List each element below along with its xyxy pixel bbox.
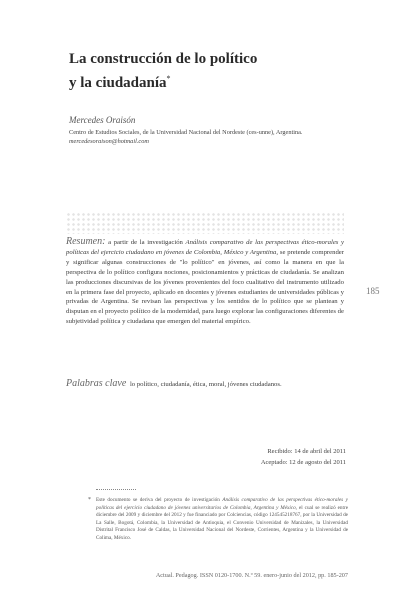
author-email: mercedesoraison@hotmail.com [69,138,149,145]
title-line-2: y la ciudadanía [69,75,167,91]
abstract-project-title: Análisis comparativo de las perspectivas ético-morales y políticas del ejercicio ciudadano en jóvenes de Colombia, México y Argentina, [66,239,345,256]
abstract [66,237,344,327]
page-number: 185 [366,286,380,296]
journal-citation: Actual. Pedagog. ISSN 0120-1700. N.º 59. enero-junio del 2012, pp. 185-207 [155,572,348,579]
title-footnote-marker: * [166,74,171,83]
footnote-text-2: el cual se realizó entre diciembre del 2009 y diciembre del 2012 y fue financiado por Colciencias, código 124545218767, por la Universidad de La Salle, Bogotá, Colombia, la Universidad de Antioquia, el Convenio Universidad de Manizales, la Universidad Distrital Francisco José de Caldas, la Universidad Nacional del Nordeste, Corrientes, Argentina y la Universidad de Colima, México. [96,504,348,541]
footnote-text-1: Este documento se deriva del proyecto de investigación [96,497,223,503]
received-date: Recibido: 14 de abril del 2011 [267,448,346,455]
abstract-text-2: se pretende comprender y significar algunas construcciones de "lo político" en jóvenes, así como la manera en que la perspectiva de lo político configura nociones, posicionamientos y prácticas de ciudadanía. Se analizan las producciones discursivas de los jóvenes provenientes del foco cualitativo del instrumento utilizado en la primera fase del proyecto, aplicado en docentes y jóvenes estudiantes de universidades públicas y privadas de Argentina. Se revisan las perspectivas y los sentidos de lo político que se plantean y disputan en el proyecto político de la modernidad, para luego explorar las configuraciones diferentes de subjetividad política y ciudadana que emergen del material empírico. [66,248,344,326]
footnote [88,497,348,543]
keywords-text: lo político, ciudadanía, ética, moral, jóvenes ciudadanos. [129,381,282,388]
abstract-decoration [66,212,344,234]
accepted-date: Aceptado: 12 de agosto del 2011 [260,459,346,466]
abstract-text-1: a partir de la investigación [105,239,186,246]
author-name: Mercedes Oraisón [69,115,136,125]
keywords [66,378,346,391]
article-title [69,50,369,93]
article-dates [200,446,346,468]
keywords-heading: Palabras clave [66,378,127,389]
title-line-1: La construcción de lo político [69,51,258,67]
footnote-marker: * [88,497,91,503]
footnote-divider [96,489,136,490]
author-affiliation: Centro de Estudios Sociales, de la Universidad Nacional del Nordeste (ces-unne), Argentina. [69,129,303,136]
footnote-project-title: Análisis comparativo de las perspectivas ético-morales y políticas del ejercicio ciudadano de jóvenes universitarios de Colombia, Argentina y México, [96,497,348,511]
abstract-heading: Resumen: [66,236,106,247]
